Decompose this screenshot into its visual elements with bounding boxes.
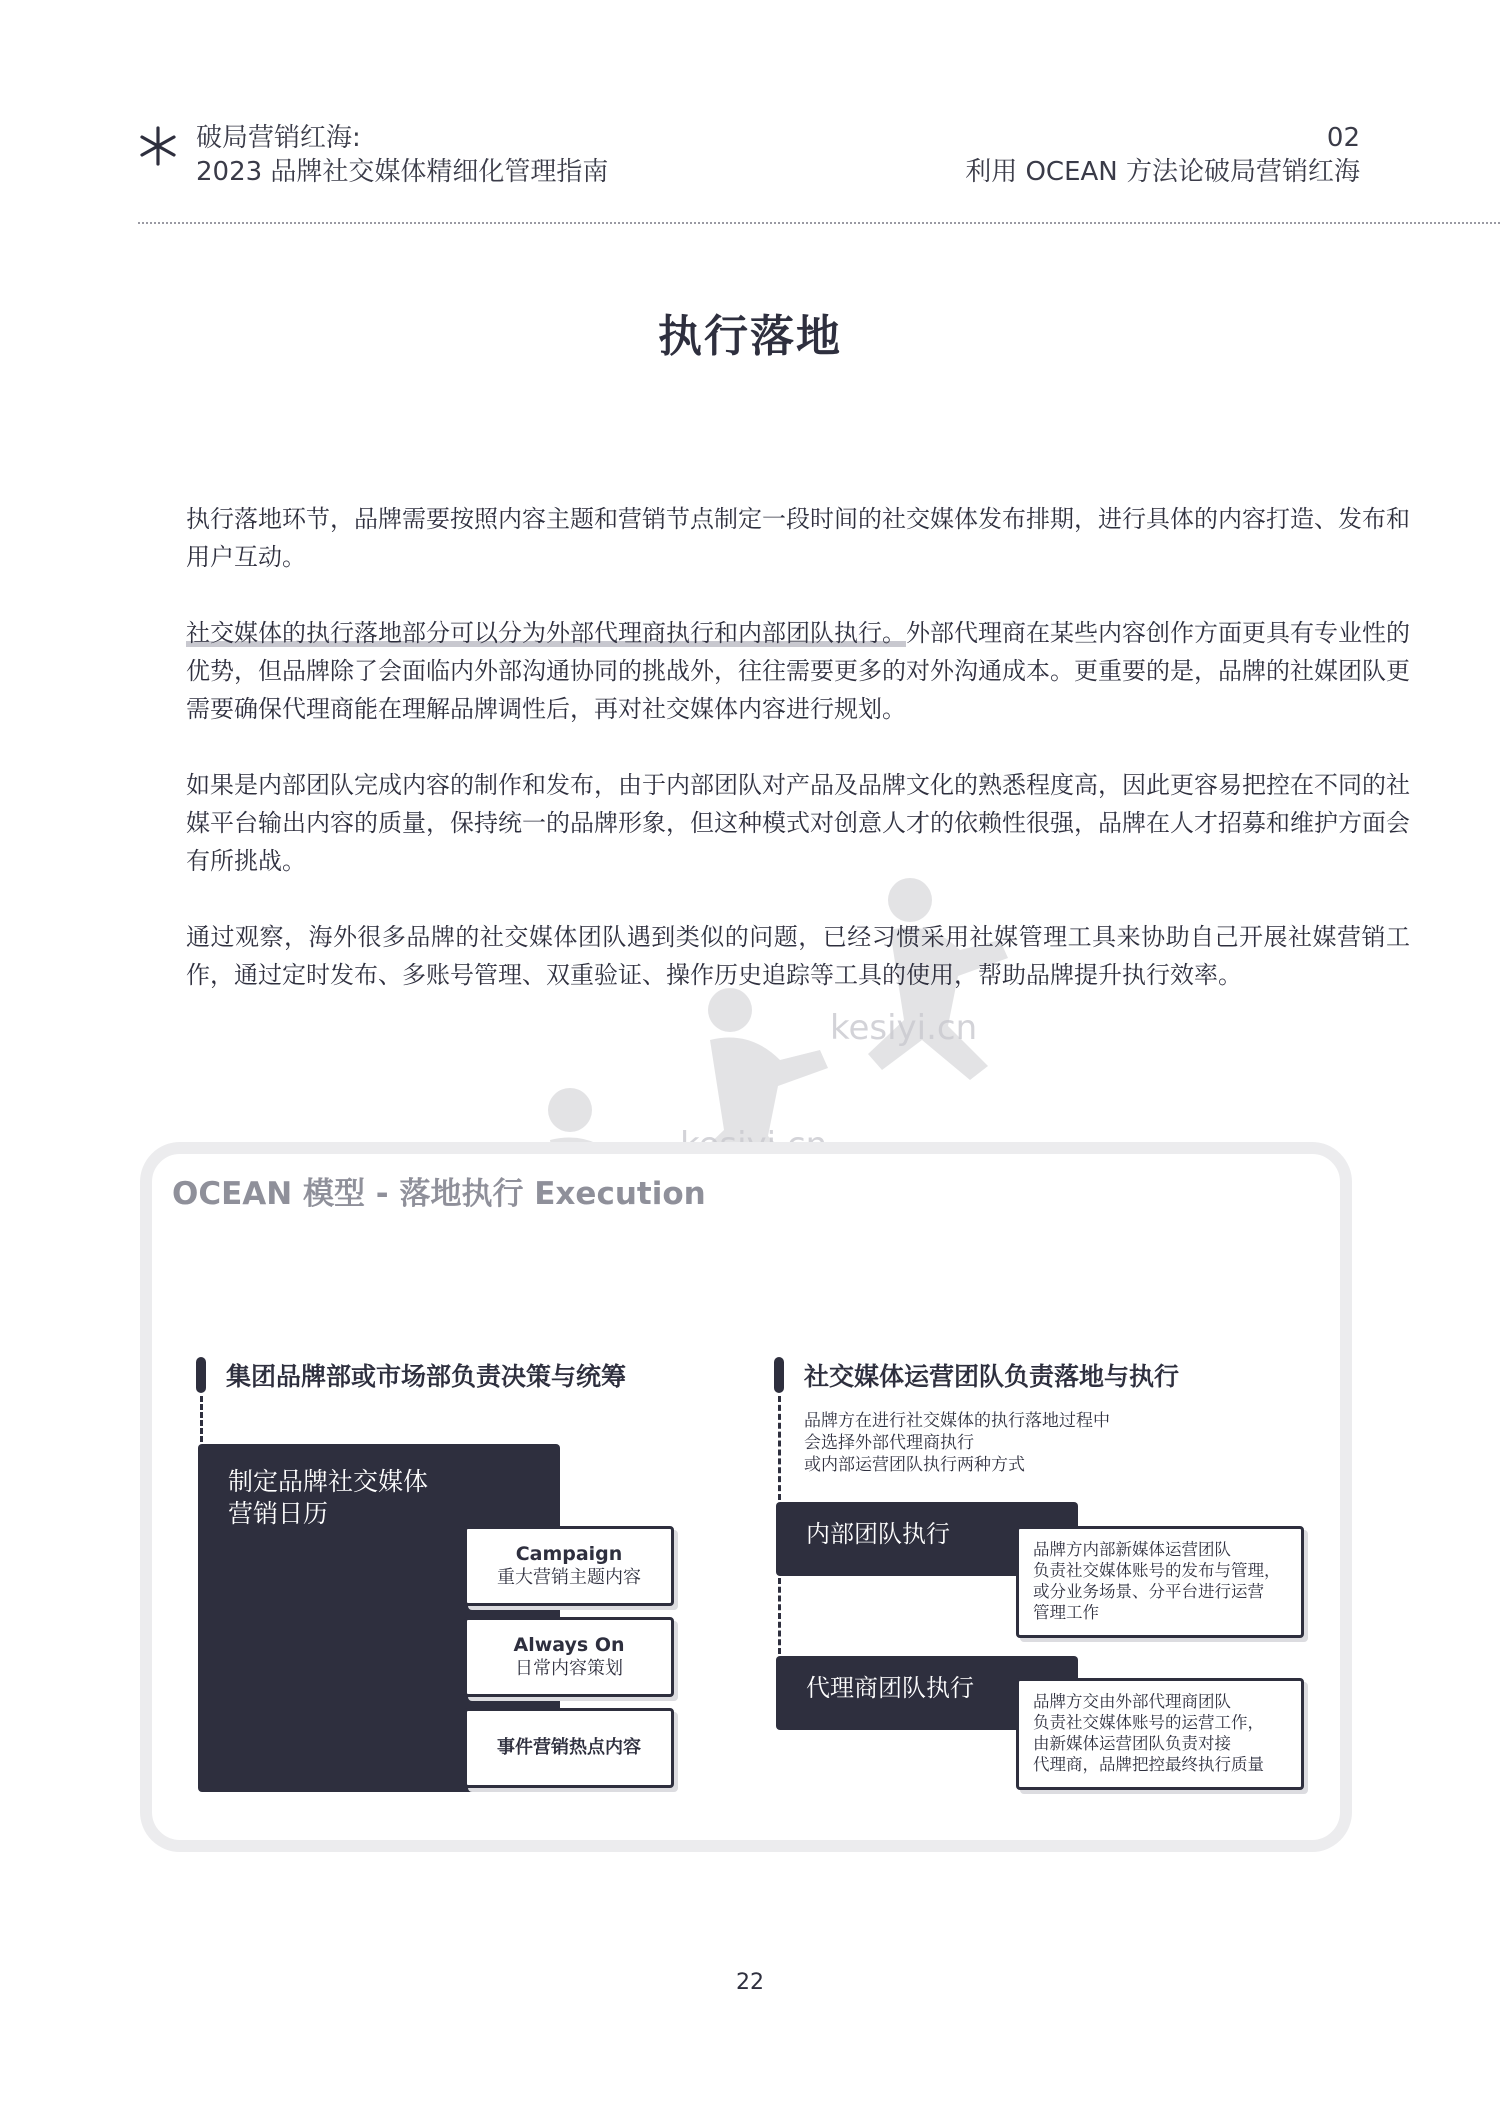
- internal-team-desc: [1016, 1526, 1304, 1638]
- right-connector-middle: [778, 1578, 781, 1654]
- paragraph-3: 如果是内部团队完成内容的制作和发布，由于内部团队对产品及品牌文化的熟悉程度高，因此更容易把控在不同的社媒平台输出内容的质量，保持统一的品牌形象，但这种模式对创意人才的依赖性很强，品牌在人才招募和维护方面会有所挑战。: [186, 771, 1410, 875]
- internal-desc-line3: 或分业务场景、分平台进行运营: [1033, 1582, 1264, 1601]
- marketing-calendar-line1: 制定品牌社交媒体: [228, 1467, 429, 1496]
- execution-note: [804, 1410, 1110, 1476]
- header-divider: [138, 222, 1500, 224]
- paragraph-2-rest: 外部代理商在某些内容创作方面更具有专业性的优势，但品牌除了会面临内外部沟通协同的挑战外，往往需要更多的对外沟通成本。更重要的是，品牌的社媒团队更需要确保代理商能在理解品牌调性后，再对社交媒体内容进行规划。: [186, 619, 1410, 723]
- header-chapter-number: 02: [1326, 123, 1360, 153]
- paragraph-4: 通过观察，海外很多品牌的社交媒体团队遇到类似的问题，已经习惯采用社媒管理工具来协助自己开展社媒营销工作，通过定时发布、多账号管理、双重验证、操作历史追踪等工具的使用，帮助品牌提升执行效率。: [186, 923, 1410, 989]
- agency-desc-line2: 负责社交媒体账号的运营工作，: [1033, 1713, 1264, 1732]
- right-heading-bar: [774, 1357, 784, 1393]
- marketing-calendar-line2: 营销日历: [228, 1499, 329, 1528]
- left-heading: 集团品牌部或市场部负责决策与统筹: [226, 1362, 627, 1391]
- page-number: 22: [736, 1970, 764, 1995]
- agency-desc-line3: 由新媒体运营团队负责对接: [1033, 1734, 1231, 1753]
- asterisk-logo-icon: [138, 126, 178, 166]
- paragraph-2: [138, 614, 1410, 728]
- campaign-box-en: Campaign: [515, 1543, 623, 1565]
- left-heading-bar: [196, 1357, 206, 1393]
- internal-desc-line4: 管理工作: [1033, 1603, 1099, 1622]
- execution-note-line2: 会选择外部代理商执行: [804, 1433, 974, 1453]
- execution-note-line3: 或内部运营团队执行两种方式: [804, 1455, 1025, 1475]
- header-guide-title: [196, 121, 608, 189]
- internal-team-label: 内部团队执行: [806, 1520, 950, 1548]
- always-on-box: [464, 1617, 674, 1697]
- execution-note-line1: 品牌方在进行社交媒体的执行落地过程中: [804, 1411, 1110, 1431]
- header-left-line2: 2023 品牌社交媒体精细化管理指南: [196, 157, 609, 187]
- always-on-box-cn: 日常内容策划: [515, 1658, 623, 1679]
- event-marketing-box: [464, 1708, 674, 1788]
- internal-desc-line2: 负责社交媒体账号的发布与管理，: [1033, 1561, 1281, 1580]
- right-heading: 社交媒体运营团队负责落地与执行: [804, 1362, 1180, 1391]
- agency-team-desc: [1016, 1678, 1304, 1790]
- agency-team-label: 代理商团队执行: [806, 1674, 974, 1702]
- agency-desc-line1: 品牌方交由外部代理商团队: [1033, 1692, 1231, 1711]
- page-title: 执行落地: [658, 311, 842, 362]
- paragraph-2-highlight: 社交媒体的执行落地部分可以分为外部代理商执行和内部团队执行。: [186, 619, 906, 647]
- campaign-box: [464, 1526, 674, 1606]
- always-on-box-en: Always On: [513, 1634, 625, 1656]
- diagram-title: OCEAN 模型 - 落地执行 Execution: [172, 1176, 706, 1212]
- event-marketing-box-label: 事件营销热点内容: [497, 1737, 641, 1758]
- left-connector: [200, 1396, 203, 1442]
- header-left-line1: 破局营销红海:: [196, 123, 361, 153]
- header-chapter-title: 利用 OCEAN 方法论破局营销红海: [965, 157, 1360, 187]
- internal-desc-line1: 品牌方内部新媒体运营团队: [1033, 1540, 1231, 1559]
- header-chapter: [965, 121, 1360, 189]
- paragraph-1: 执行落地环节，品牌需要按照内容主题和营销节点制定一段时间的社交媒体发布排期，进行具体的内容打造、发布和用户互动。: [186, 505, 1410, 571]
- watermark-text-1: kesiyi.cn: [830, 1008, 978, 1048]
- right-connector-top: [778, 1396, 781, 1500]
- campaign-box-cn: 重大营销主题内容: [497, 1567, 641, 1588]
- agency-desc-line4: 代理商，品牌把控最终执行质量: [1033, 1755, 1264, 1774]
